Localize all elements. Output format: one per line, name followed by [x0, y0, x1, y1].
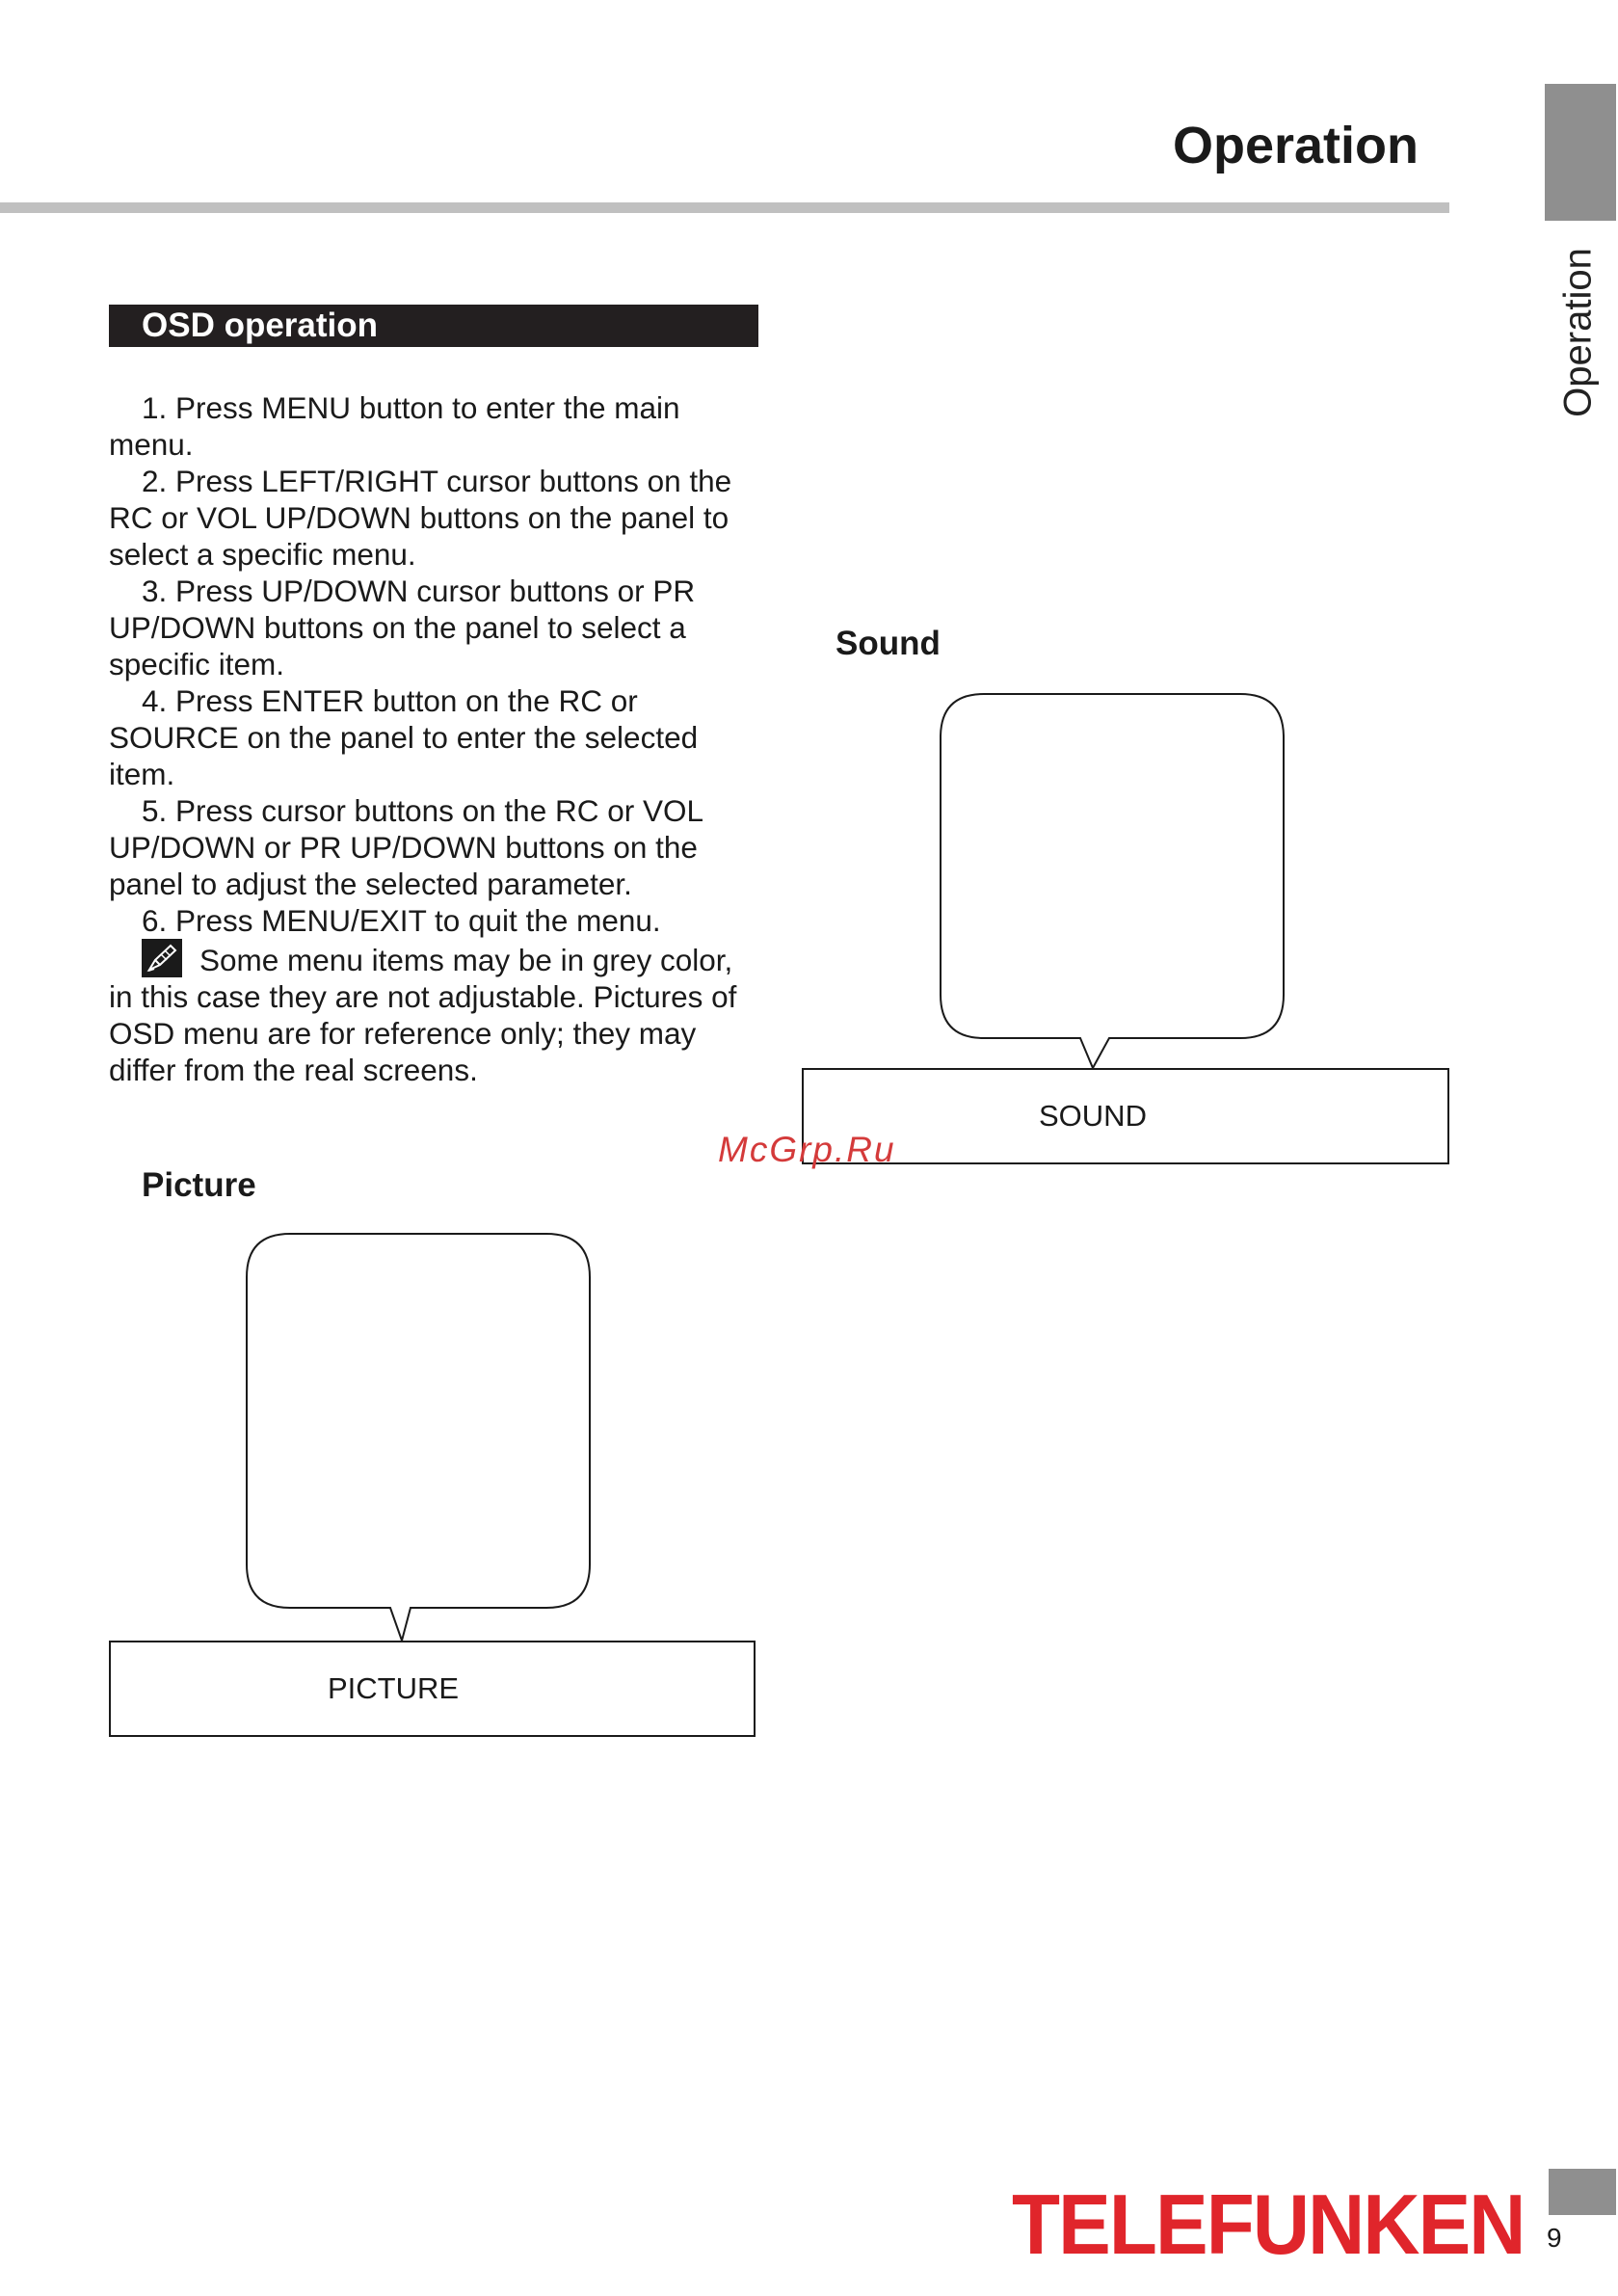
side-tab-marker [1545, 84, 1616, 221]
side-tab-text: Operation [1556, 248, 1600, 417]
picture-menu-bar [109, 1641, 756, 1737]
note-text: Some menu items may be in grey color, in this case they are not adjustable. Pictures of OSD menu are for reference only; they may differ from the real screens. [109, 943, 737, 1087]
page-title: Operation [1172, 117, 1419, 174]
sound-menu-bar [802, 1068, 1449, 1164]
side-tab-label [1521, 246, 1618, 419]
section-title: OSD operation [142, 307, 379, 344]
instructions [109, 389, 756, 1088]
picture-menu-screen [246, 1232, 595, 1642]
instruction-step: 1. Press MENU button to enter the main menu. [109, 390, 680, 462]
watermark: McGrp.Ru [718, 1130, 896, 1169]
picture-heading: Picture [142, 1166, 256, 1204]
sound-menu-label: SOUND [1039, 1099, 1147, 1133]
page-number: 9 [1547, 2223, 1562, 2253]
brand-logo: TELEFUNKEN [1012, 2176, 1525, 2272]
note-paragraph [109, 939, 756, 1088]
instruction-step: 3. Press UP/DOWN cursor buttons or PR UP/DOWN buttons on the panel to select a specific item. [109, 574, 696, 681]
instruction-step: 6. Press MENU/EXIT to quit the menu. [142, 903, 661, 938]
picture-menu-label: PICTURE [328, 1671, 460, 1705]
note-pen-icon [142, 939, 182, 977]
page-tab-marker [1549, 2169, 1616, 2215]
instruction-step: 5. Press cursor buttons on the RC or VOL UP/DOWN or PR UP/DOWN buttons on the panel to adjust the selected parameter. [109, 793, 703, 901]
sound-menu-screen [940, 692, 1288, 1070]
header-rule [0, 202, 1449, 213]
section-title-bar [109, 305, 758, 347]
instruction-step: 4. Press ENTER button on the RC or SOURCE on the panel to enter the selected item. [109, 683, 699, 791]
sound-heading: Sound [836, 625, 941, 662]
instruction-step: 2. Press LEFT/RIGHT cursor buttons on the RC or VOL UP/DOWN buttons on the panel to select a specific menu. [109, 464, 732, 572]
